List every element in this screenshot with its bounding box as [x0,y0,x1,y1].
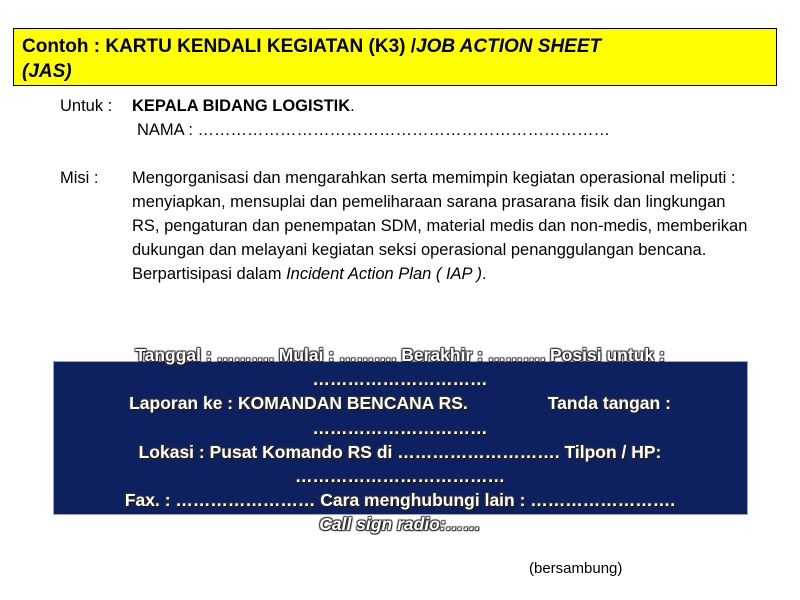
tanda-tangan-text: Tanda tangan : [547,393,671,414]
info-line-laporan [40,391,760,415]
untuk-value: KEPALA BIDANG LOGISTIK [132,97,351,115]
continued-note: (bersambung) [529,560,623,577]
info-line-tilpon-dots: ……………………………… [295,466,505,487]
info-box [40,343,760,537]
nama-field: NAMA : ………………………………………………………………… [137,121,611,139]
info-line-call-sign: Call sign radio:…… [319,514,481,535]
untuk-row [60,94,760,118]
info-line-tanda-dots: ………………………… [312,417,488,438]
laporan-ke-text: Laporan ke : KOMANDAN BENCANA RS. [129,393,468,414]
title-jas-text: JOB ACTION SHEET [416,36,602,57]
info-line-fax: Fax. : …………………… Cara menghubungi lain : ……………………. [124,490,676,511]
title-line-1 [22,34,768,59]
spacer [60,142,760,166]
document-body [60,94,760,286]
untuk-period: . [350,97,355,115]
title-main-text: Contoh : KARTU KENDALI KEGIATAN (K3) / [22,36,417,57]
info-line-posisi-dots: ………………………… [312,369,488,390]
misi-paragraph: Mengorganisasi dan mengarahkan serta memimpin kegiatan operasional meliputi : menyiapkan, mensuplai dan pemeliharaan sarana prasarana fisik dan lingkungan RS, pengaturan dan penempatan SDM, material medis dan non-medis, memberikan dukungan dan melayani kegiatan seksi operasional penanggulangan bencana. [132,169,748,259]
info-line-lokasi: Lokasi : Pusat Komando RS di ………………………. Tilpon / HP: [138,441,662,462]
untuk-label: Untuk : [60,97,113,115]
misi-iap-prefix: Berpartisipasi dalam [132,265,287,283]
misi-row [60,166,760,286]
title-banner [13,28,777,86]
nama-row [60,118,760,142]
info-line-tanggal: Tanggal : ………. Mulai : ………. Berakhir : ………. Posisi untuk : [135,345,665,365]
misi-iap-line [132,262,748,286]
misi-iap-suffix: . [482,265,487,283]
title-line-2: (JAS) [22,61,72,82]
misi-label: Misi : [60,169,99,187]
misi-content [132,166,748,286]
misi-iap-italic: Incident Action Plan ( IAP ) [286,265,483,283]
